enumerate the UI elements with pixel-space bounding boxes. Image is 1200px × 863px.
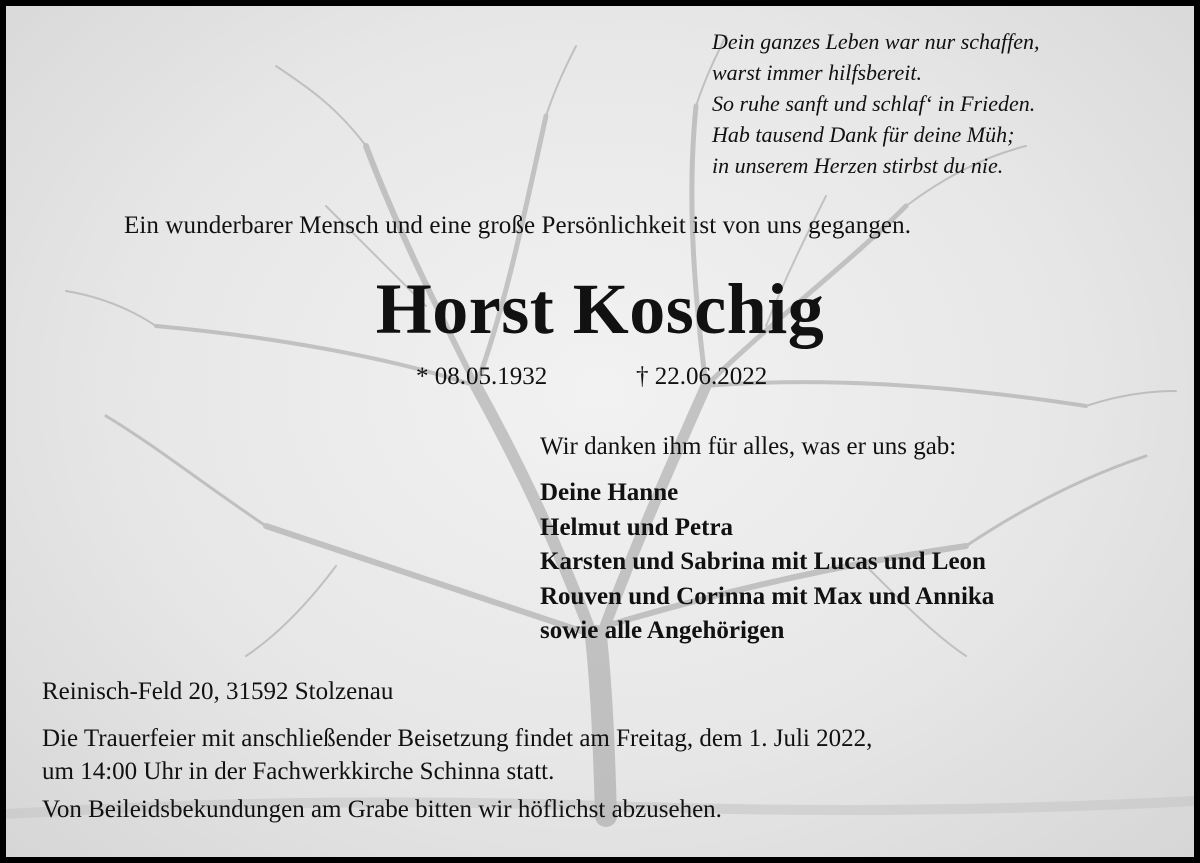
mourners-list: [540, 476, 994, 649]
mourner-entry: Karsten und Sabrina mit Lucas und Leon: [540, 548, 986, 575]
mourning-address: Reinisch-Feld 20, 31592 Stolzenau: [42, 678, 394, 705]
funeral-info-line: Die Trauerfeier mit anschließender Beisetzung findet am Freitag, dem 1. Juli 2022,: [42, 725, 873, 752]
birth-date: * 08.05.1932: [416, 363, 548, 390]
thanks-line: Wir danken ihm für alles, was er uns gab:: [540, 433, 957, 460]
mourner-entry: sowie alle Angehörigen: [540, 617, 785, 644]
poem-line: Dein ganzes Leben war nur schaffen,: [712, 29, 1040, 54]
poem-line: warst immer hilfsbereit.: [712, 60, 923, 85]
intro-sentence: Ein wunderbarer Mensch und eine große Persönlichkeit ist von uns gegangen.: [124, 212, 912, 239]
mourner-entry: Deine Hanne: [540, 479, 679, 506]
mourner-entry: Rouven und Corinna mit Max und Annika: [540, 582, 995, 610]
condolence-note: Von Beileidsbekundungen am Grabe bitten wir höflichst abzusehen.: [42, 796, 722, 823]
poem-line: So ruhe sanft und schlaf‘ in Frieden.: [712, 91, 1036, 116]
funeral-info: [42, 722, 872, 788]
poem-line: in unserem Herzen stirbst du nie.: [712, 153, 1004, 178]
obituary-notice: [6, 6, 1194, 857]
mourner-entry: Helmut und Petra: [540, 513, 734, 541]
poem-line: Hab tausend Dank für deine Müh;: [712, 122, 1015, 147]
memorial-poem: [712, 26, 1040, 181]
deceased-name: Horst Koschig: [375, 269, 825, 349]
funeral-info-line: um 14:00 Uhr in der Fachwerkkirche Schinna statt.: [42, 758, 555, 785]
death-date: † 22.06.2022: [636, 363, 768, 390]
